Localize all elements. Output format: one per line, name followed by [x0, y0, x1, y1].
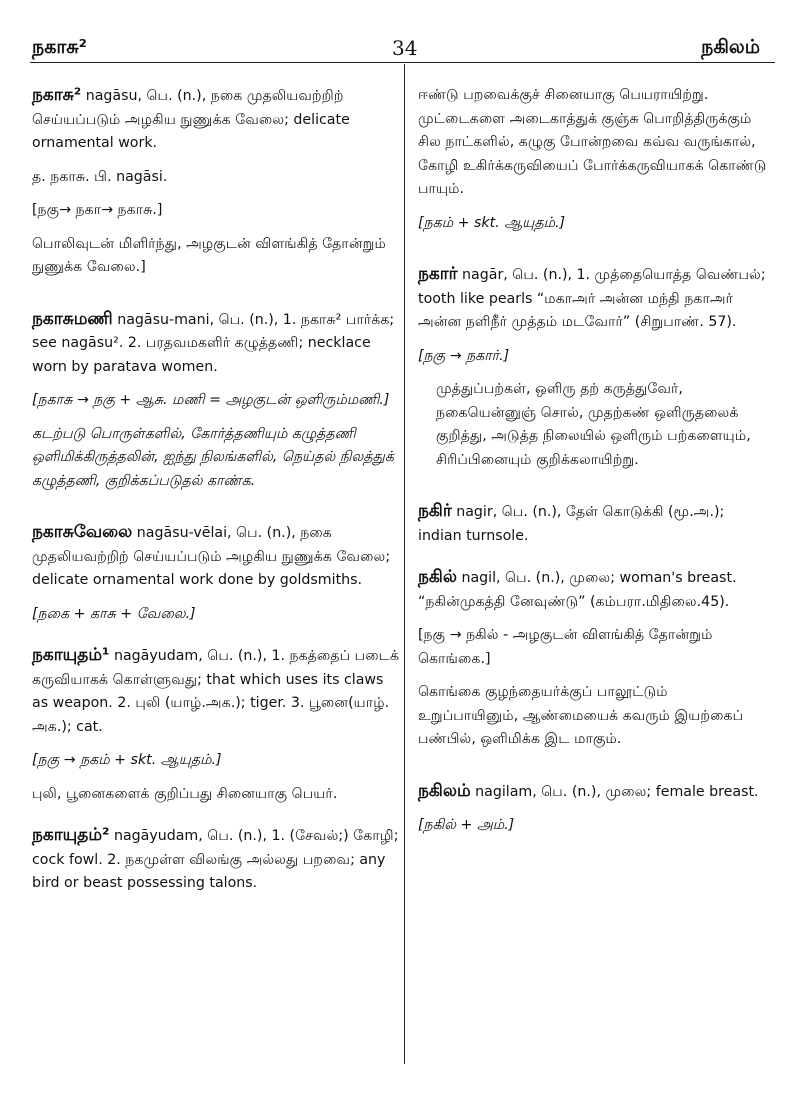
etymology: [நகு → நகார்.]: [418, 347, 510, 364]
headword: நகிலம்: [418, 780, 471, 801]
definition: nagāyudam, பெ. (n.), 1. (சேவல்;) கோழி; cock fowl. 2. நகமுள்ள விலங்கு அல்லது பறவை; any bird or beast possessing talons.: [32, 828, 399, 891]
definition: nagāsu-vēlai, பெ. (n.), நகை முதலியவற்றிற் செய்யப்படும் அழகிய நுணுக்க வேலை; delicate ornamental work done by goldsmiths.: [32, 525, 391, 588]
etymology: [நகாசு → நகு + ஆசு. மணி = அழகுடன் ஒளிரும்மணி.]: [32, 392, 390, 408]
right-column: [418, 84, 770, 838]
dictionary-entry: [32, 644, 400, 806]
definition: nagār, பெ. (n.), 1. முத்தையொத்த வெண்பல்; tooth like pearls “மகாஅர் அன்ன மந்தி நகாஅர் அன்ன நளிநீர் முத்தம் மடவோர்” (சிறுபாண். 57).: [418, 267, 766, 330]
definition: nagir, பெ. (n.), தேள் கொடுக்கி (மூ.அ.); indian turnsole.: [418, 504, 725, 544]
dictionary-entry: [418, 566, 770, 752]
continuation-text: ஈண்டு பறவைக்குச் சினையாகு பெயராயிற்று. முட்டைகளை அடைகாத்துக் குஞ்சு பொறித்திருக்கும் சில நாட்களில், கழுகு போன்றவை கவ்வ வருங்கால், கோழி உகிர்க்கருவியைப் போர்க்கருவியாகக் கொண்டு பாயும்.: [418, 87, 767, 197]
etymology: [நகு→ நகா→ நகாசு.]: [32, 202, 163, 218]
usage-note: பொலிவுடன் மிளிர்ந்து, அழகுடன் விளங்கித் தோன்றும் நுணுக்க வேலை.]: [32, 235, 386, 275]
usage-note: முத்துப்பற்கள், ஒளிரு தற் கருத்துவேர், நகையென்னுஞ் சொல், முதற்கண் ஒளிருதலைக் குறித்து, அடுத்த நிலையில் ஒளிரும் பற்களையும், சிரிப்பினையும் குறிக்கலாயிற்று.: [436, 381, 751, 468]
dictionary-entry: [418, 500, 770, 548]
definition: nagāsu, பெ. (n.), நகை முதலியவற்றிற் செய்யப்படும் அழகிய நுணுக்க வேலை; delicate ornamental work.: [32, 88, 350, 151]
headword: நகார்: [418, 264, 458, 284]
dictionary-entry: [32, 84, 400, 280]
entry-continuation: [418, 84, 770, 235]
headword: நகில்: [418, 567, 457, 587]
usage-note: கொங்கை குழந்தையர்க்குப் பாலூட்டும் உறுப்பாயினும், ஆண்மையைக் கவரும் இயற்கைப் பண்பில், ஒளிமிக்க இட மாகும்.: [418, 684, 744, 747]
definition: nagilam, பெ. (n.), முலை; female breast.: [470, 783, 759, 800]
header-rule: [30, 62, 775, 63]
etymology: [நகு → நகம் + skt. ஆயுதம்.]: [32, 752, 222, 768]
dictionary-entry: [418, 263, 770, 472]
etymology: [நகம் + skt. ஆயுதம்.]: [418, 214, 566, 231]
headword: நகாசுமணி: [32, 308, 113, 329]
running-head-right: நகிலம்: [701, 36, 760, 58]
column-divider: [404, 64, 405, 1064]
headword: நகாயுதம்¹: [32, 645, 110, 665]
usage-note: புலி, பூனைகளைக் குறிப்பது சினையாகு பெயர்.: [32, 785, 338, 802]
usage-note: கடற்படு பொருள்களில், கோர்த்தணியும் கழுத்தணி ஒளிமிக்கிருத்தலின், ஐந்து நிலங்களில், நெய்தல் நிலத்துக் கழுத்தணி, குறிக்கப்படுதல் காண்க.: [32, 425, 394, 489]
dictionary-entry: [32, 824, 400, 896]
dictionary-entry: [32, 521, 400, 626]
cognate: த. நகாசு. பி. nagāsi.: [32, 168, 168, 185]
headword: நகாயுதம்²: [32, 825, 110, 845]
definition: nagāyudam, பெ. (n.), 1. நகத்தைப் படைக் கருவியாகக் கொள்ளுவது; that which uses its claws as weapon. 2. புலி (யாழ்.அக.); tiger. 3. பூனை(யாழ். அக.); cat.: [32, 648, 400, 735]
running-head-left: நகாசு²: [32, 36, 87, 58]
etymology: [நகில் + அம்.]: [418, 817, 515, 833]
page-number: 34: [392, 36, 418, 60]
definition: nagāsu-mani, பெ. (n.), 1. நகாசு² பார்க்க; see nagāsu². 2. பரதவமகளிர் கழுத்தணி; necklace worn by paratava women.: [32, 311, 395, 375]
etymology: [நகு → நகில் - அழகுடன் விளங்கித் தோன்றும் கொங்கை.]: [418, 627, 713, 667]
dictionary-entry: [32, 308, 400, 494]
headword: நகாசு²: [32, 85, 82, 105]
headword: நகாசுவேலை: [32, 522, 133, 542]
etymology: [நகை + காசு + வேலை.]: [32, 605, 196, 622]
left-column: [32, 84, 400, 896]
dictionary-entry: [418, 780, 770, 838]
headword: நகிர்: [418, 501, 452, 521]
definition: nagil, பெ. (n.), முலை; woman's breast. “நகின்முகத்தி னேவுண்டு” (கம்பரா.மிதிலை.45).: [418, 570, 737, 610]
